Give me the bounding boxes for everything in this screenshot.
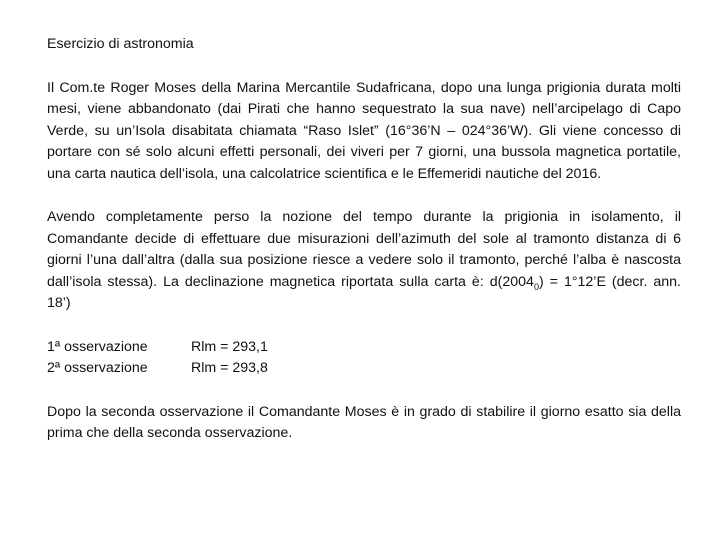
observation-label: 1ª osservazione bbox=[47, 338, 148, 355]
measurement-paragraph-text: Avendo completamente perso la nozione del tempo durante la prigionia in isolamento, il Comandante decide di effettuare due misurazioni dell’azimuth del sole al tramonto distanza di 6 giorni l’una dall’altra (dalla sua posizione riesce a vedere solo il tramonto, perché l’alba è nascosta dall’isola stessa). La declinazione magnetica riportata sulla carta è: d(2004 bbox=[47, 209, 681, 290]
observation-row bbox=[47, 337, 681, 359]
conclusion-paragraph: Dopo la seconda osservazione il Comandante Moses è in grado di stabilire il giorno esatto sia della prima che della seconda osservazione. bbox=[47, 403, 681, 441]
observations-list bbox=[47, 337, 681, 380]
declination-year-subscript: 0 bbox=[533, 281, 539, 292]
document-title: Esercizio di astronomia bbox=[47, 36, 194, 52]
intro-paragraph: Il Com.te Roger Moses della Marina Mercantile Sudafricana, dopo una lunga prigionia durata molti mesi, viene abbandonato (dai Pirati che hanno sequestrato la sua nave) nell’arcipelago di Capo Verde, su un’Isola disabitata chiamata “Raso Islet” (16°36’N – 024°36’W). Gli viene concesso di portare con sé solo alcuni effetti personali, dei viveri per 7 giorni, una bussola magnetica portatile, una carta nautica dell’isola, una calcolatrice scientifica e le Effemeridi nautiche del 2016. bbox=[47, 79, 681, 182]
measurement-paragraph bbox=[47, 207, 681, 315]
observation-row bbox=[47, 358, 681, 380]
declination-value: ) = 1°12’E (decr. ann. 18’) bbox=[47, 273, 681, 311]
document-page bbox=[47, 34, 681, 467]
observation-value: Rlm = 293,8 bbox=[191, 360, 268, 376]
observation-value: Rlm = 293,1 bbox=[191, 338, 268, 355]
observation-label: 2ª osservazione bbox=[47, 360, 148, 376]
